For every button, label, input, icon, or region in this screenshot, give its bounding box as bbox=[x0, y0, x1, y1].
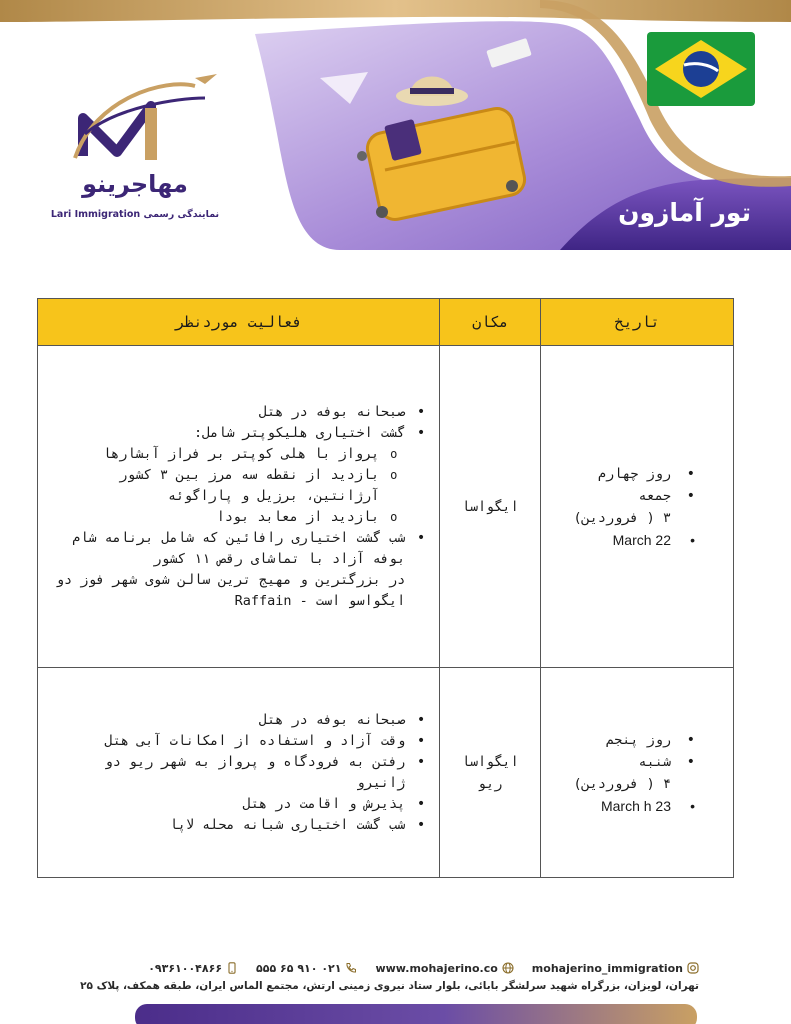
place-text: ریو bbox=[478, 775, 503, 792]
place-text: ایگواسا bbox=[461, 498, 519, 515]
instagram-icon bbox=[687, 962, 699, 974]
activity-item: • وقت آزاد و استفاده از امکانات آبی هتل bbox=[52, 731, 427, 752]
activity-item: • صبحانه بوفه در هتل bbox=[52, 402, 427, 423]
globe-icon bbox=[502, 962, 514, 974]
activity-item: • شب گشت اختیاری شبانه محله لاپا bbox=[52, 815, 427, 836]
date-cell bbox=[541, 346, 734, 668]
page-footer bbox=[0, 950, 791, 1024]
website-url: www.mohajerino.co bbox=[375, 961, 498, 975]
instagram-contact[interactable] bbox=[532, 962, 699, 975]
table-row bbox=[38, 346, 734, 668]
date-cell bbox=[541, 668, 734, 878]
activity-item: • پذیرش و اقامت در هتل bbox=[52, 794, 427, 815]
date-line: • جمعه bbox=[541, 485, 695, 507]
place-cell bbox=[440, 668, 541, 878]
website-contact[interactable] bbox=[375, 962, 513, 975]
place-cell bbox=[440, 346, 541, 668]
date-line: ۳ ( فروردین) bbox=[573, 509, 671, 526]
footer-bar bbox=[135, 1004, 697, 1024]
phone-icon bbox=[345, 962, 357, 974]
date-line: • روز پنجم bbox=[541, 729, 695, 751]
activity-item: • صبحانه بوفه در هتل bbox=[52, 710, 427, 731]
page-header bbox=[0, 0, 791, 255]
activity-item: • گشت اختیاری هلیکوپتر شامل: bbox=[52, 423, 427, 444]
mobile-icon bbox=[226, 962, 238, 974]
table-header-row bbox=[38, 299, 734, 346]
activity-subitem: o بازدید از معابد بودا bbox=[52, 507, 427, 528]
mobile-contact[interactable] bbox=[148, 962, 238, 975]
mobile-number: ۰۹۳۶۱۰۰۴۸۶۶ bbox=[148, 961, 223, 975]
header-place: مکان bbox=[440, 299, 541, 346]
brazil-flag-icon bbox=[647, 32, 755, 106]
activity-item: • رفتن به فرودگاه و پرواز به شهر ریو دو ژانیرو bbox=[52, 752, 427, 794]
itinerary-table bbox=[37, 298, 734, 878]
activity-subitem: o پرواز با هلی کوپتر بر فراز آبشارها bbox=[52, 444, 427, 465]
header-date: تاریخ bbox=[541, 299, 734, 346]
date-line: • 22 March bbox=[541, 529, 695, 551]
brand-name: مهاجرینو bbox=[82, 170, 188, 198]
activity-item: • شب گشت اختیاری رافائین که شامل برنامه شام بوفه آزاد با تماشای رقص ۱۱ کشور bbox=[52, 528, 427, 570]
tour-title: تور آمازون bbox=[618, 198, 751, 227]
date-line: ۴ ( فروردین) bbox=[573, 775, 671, 792]
date-line: • روز چهارم bbox=[541, 463, 695, 485]
table-row bbox=[38, 668, 734, 878]
activity-cell bbox=[38, 668, 440, 878]
date-line: • 23 March h bbox=[541, 795, 695, 817]
phone-number: ۰۲۱ ۹۱۰ ۶۵ ۵۵۵ bbox=[256, 961, 342, 975]
brand-logo bbox=[55, 68, 225, 228]
activity-subitem: o بازدید از نقطه سه مرز بین ۳ کشور آرژانتین، برزیل و پاراگوئه bbox=[52, 465, 427, 507]
brand-subtitle: Lari Immigration نمایندگی رسمی bbox=[50, 209, 220, 220]
date-line: • شنبه bbox=[541, 751, 695, 773]
address: تهران، لویزان، بزرگراه شهید سرلشگر بابائی، بلوار ستاد نیروی زمینی ارتش، مجتمع الماس ایران، طبقه همکف، پلاک ۲۵ bbox=[80, 980, 699, 992]
contact-row bbox=[148, 959, 699, 977]
instagram-handle: mohajerino_immigration bbox=[531, 961, 683, 975]
header-activity: فعالیت موردنظر bbox=[38, 299, 440, 346]
activity-note: در بزرگترین و مهیج ترین سالن شوی شهر فوز دو ایگواسو است - Raffain bbox=[55, 571, 406, 609]
place-text: ایگواسا bbox=[461, 753, 519, 770]
phone-contact[interactable] bbox=[256, 962, 357, 975]
activity-cell bbox=[38, 346, 440, 668]
